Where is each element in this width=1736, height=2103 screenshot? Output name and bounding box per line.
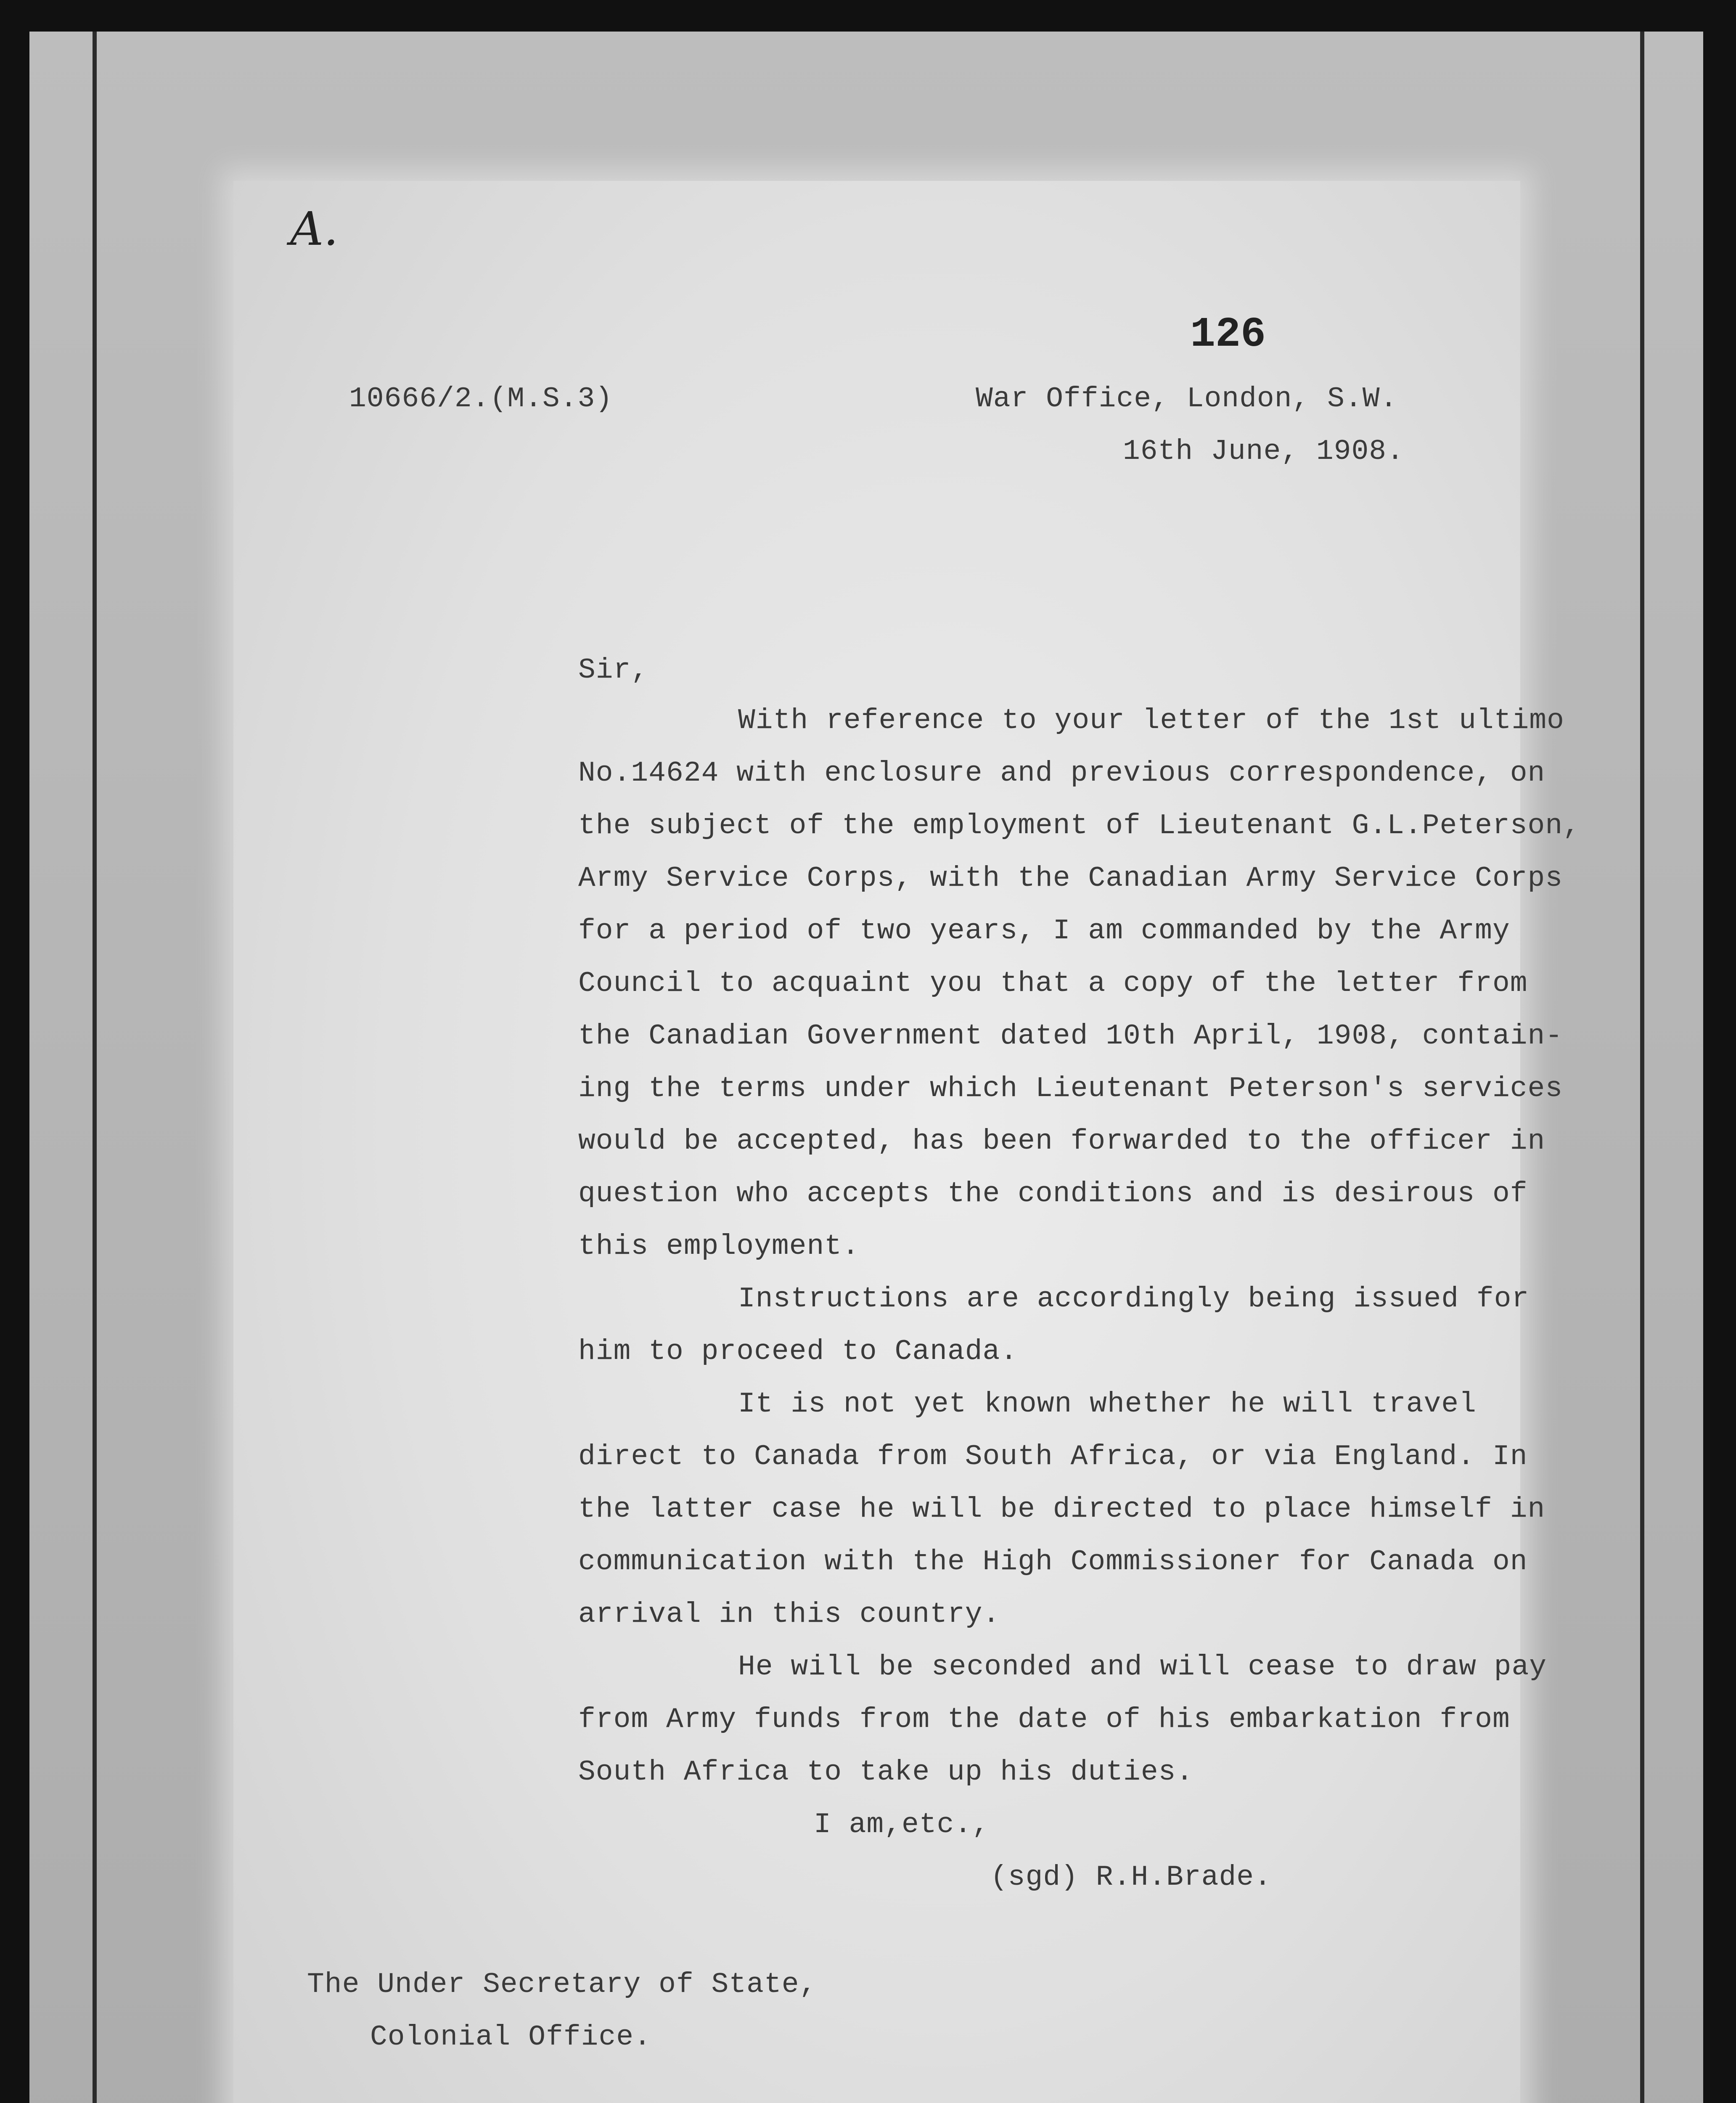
- body-line: the latter case he will be directed to place himself in: [578, 1493, 1545, 1526]
- body-line: for a period of two years, I am commanded by the Army: [578, 915, 1510, 947]
- body-line: With reference to your letter of the 1st ultimo: [738, 705, 1564, 737]
- addressee-office: Colonial Office.: [370, 2021, 651, 2053]
- frame-left-rule: [93, 32, 97, 2103]
- closing: I am,etc.,: [814, 1809, 990, 1841]
- body-line: the subject of the employment of Lieutenant G.L.Peterson,: [578, 810, 1580, 842]
- body-line: communication with the High Commissioner for Canada on: [578, 1546, 1528, 1578]
- body-line: South Africa to take up his duties.: [578, 1756, 1194, 1788]
- salutation: Sir,: [578, 654, 649, 686]
- body-line: direct to Canada from South Africa, or via England. In: [578, 1441, 1528, 1473]
- reference-number: 10666/2.(M.S.3): [349, 383, 613, 415]
- body-line: him to proceed to Canada.: [578, 1335, 1018, 1368]
- pencil-annotation: A.: [290, 202, 339, 256]
- letter-date: 16th June, 1908.: [1123, 435, 1404, 468]
- body-line: from Army funds from the date of his embarkation from: [578, 1703, 1510, 1736]
- body-line: Army Service Corps, with the Canadian Army Service Corps: [578, 862, 1563, 895]
- addressee-title: The Under Secretary of State,: [307, 1968, 817, 2001]
- body-line: would be accepted, has been forwarded to the officer in: [578, 1125, 1545, 1157]
- body-line: No.14624 with enclosure and previous correspondence, on: [578, 757, 1545, 789]
- signature: (sgd) R.H.Brade.: [990, 1861, 1272, 1894]
- body-line: It is not yet known whether he will travel: [738, 1388, 1477, 1420]
- body-line: Council to acquaint you that a copy of the letter from: [578, 967, 1528, 1000]
- folio-number: 126: [1190, 311, 1266, 359]
- body-line: He will be seconded and will cease to draw pay: [738, 1651, 1547, 1683]
- body-line: question who accepts the conditions and is desirous of: [578, 1178, 1528, 1210]
- body-line: this employment.: [578, 1230, 860, 1263]
- body-line: ing the terms under which Lieutenant Peterson's services: [578, 1073, 1563, 1105]
- body-line: the Canadian Government dated 10th April, 1908, contain-: [578, 1020, 1563, 1052]
- sender-address: War Office, London, S.W.: [976, 383, 1398, 415]
- body-line: Instructions are accordingly being issued for: [738, 1283, 1530, 1315]
- frame-right-rule: [1640, 32, 1644, 2103]
- body-line: arrival in this country.: [578, 1598, 1000, 1631]
